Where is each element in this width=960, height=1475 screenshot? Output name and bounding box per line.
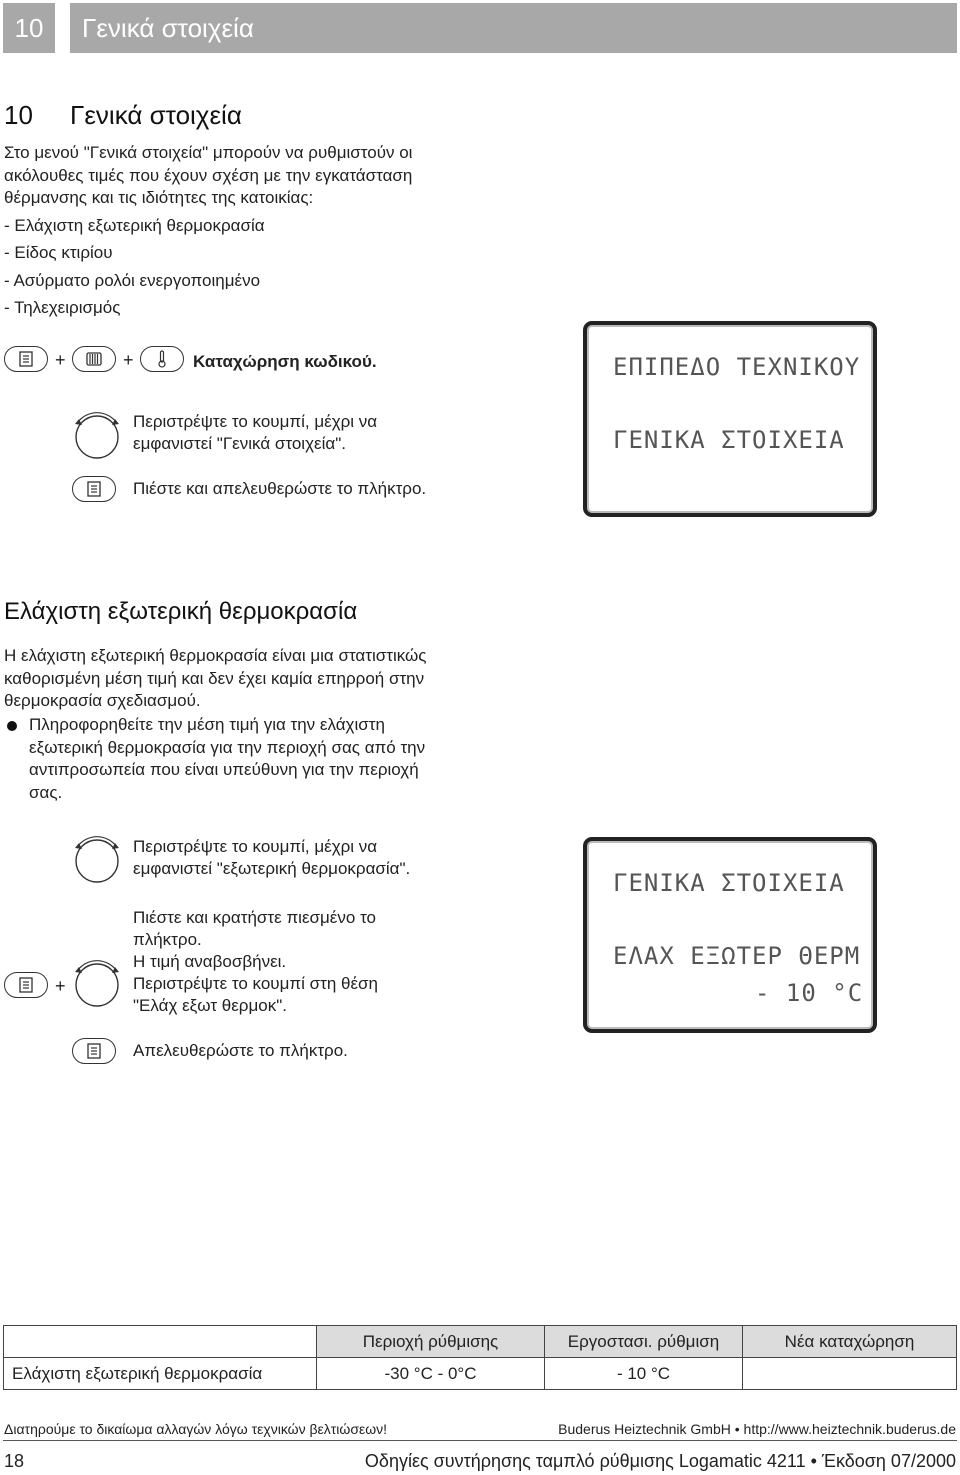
lcd-display [583, 321, 877, 517]
instruction-line: Πιέστε και κρατήστε πιεσμένο το [133, 908, 376, 927]
lcd-display [583, 837, 877, 1033]
instruction-line: πλήκτρο. [133, 930, 202, 949]
instruction-line: Περιστρέψτε το κουμπί, μέχρι να [133, 412, 378, 431]
rotary-knob-icon[interactable] [72, 410, 122, 460]
menu-key-icon [19, 977, 33, 993]
table-cell: Ελάχιστη εξωτερική θερμοκρασία [4, 1358, 317, 1390]
bullet-text [29, 714, 425, 804]
intro-list-item: - Τηλεχειρισμός [4, 298, 121, 317]
hold-and-turn-instruction [133, 907, 378, 1017]
page-number: 18 [4, 1451, 25, 1471]
paragraph-line: Η ελάχιστη εξωτερική θερμοκρασία είναι μια στατιστικώς [4, 646, 427, 665]
section-title: Γενικά στοιχεία [70, 100, 242, 130]
turn-knob-instruction [133, 411, 377, 455]
table-header-row [4, 1326, 957, 1358]
lcd-value: - 10 °C [755, 979, 864, 1007]
menu-key[interactable] [4, 972, 48, 998]
lcd-line: ΓΕΝΙΚΑ ΣΤΟΙΧΕΙΑ [613, 869, 845, 897]
code-entry-label: Καταχώρηση κωδικού. [193, 352, 377, 371]
radiator-icon [86, 351, 102, 367]
temperature-key[interactable] [140, 346, 184, 372]
intro-line: ακόλουθες τιμές που έχουν σχέση με την εγκατάσταση [4, 165, 413, 185]
table-cell: -30 °C - 0°C [317, 1358, 545, 1390]
chapter-title-bar: Γενικά στοιχεία [70, 3, 957, 53]
section-heading [4, 100, 242, 131]
lcd-line: ΓΕΝΙΚΑ ΣΤΟΙΧΕΙΑ [613, 426, 845, 454]
plus-sign: + [55, 350, 66, 370]
table-header-cell: Νέα καταχώρηση [743, 1326, 957, 1358]
section-number: 10 [4, 100, 33, 130]
document-title: Οδηγίες συντήρησης ταμπλό ρύθμισης Logamatic 4211 • Έκδοση 07/2000 [364, 1451, 956, 1471]
turn-knob-instruction [133, 836, 410, 880]
subsection-paragraph [4, 645, 427, 713]
table-header-cell [4, 1326, 317, 1358]
plus-sign: + [123, 350, 134, 370]
menu-key[interactable] [72, 1038, 116, 1064]
paragraph-line: καθορισμένη μέση τιμή και δεν έχει καμία επηρροή στην [4, 668, 425, 688]
heating-circuit-key[interactable] [72, 346, 116, 372]
footer-company: Buderus Heiztechnik GmbH • http://www.heiztechnik.buderus.de [558, 1421, 956, 1437]
instruction-line: Η τιμή αναβοσβήνει. [133, 952, 287, 971]
intro-line: Στο μενού "Γενικά στοιχεία" μπορούν να ρυθμιστούν οι [4, 143, 413, 162]
bullet-icon [7, 721, 17, 731]
bullet-line: Πληροφορηθείτε την μέση τιμή για την ελάχιστη [29, 715, 385, 734]
release-instruction: Απελευθερώστε το πλήκτρο. [133, 1041, 348, 1060]
menu-key-icon [87, 481, 101, 497]
chapter-number-box: 10 [3, 3, 55, 53]
intro-list-item: - Ελάχιστη εξωτερική θερμοκρασία [4, 215, 265, 235]
intro-list-item: - Είδος κτιρίου [4, 243, 113, 262]
instruction-line: Περιστρέψτε το κουμπί, μέχρι να [133, 837, 378, 856]
paragraph-line: θερμοκρασία σχεδιασμού. [4, 691, 201, 710]
table-header-cell: Περιοχή ρύθμισης [317, 1326, 545, 1358]
intro-text [4, 142, 412, 320]
intro-line: θέρμανσης και τις ιδιότητες της κατοικίας: [4, 188, 314, 207]
subsection-title: Ελάχιστη εξωτερική θερμοκρασία [4, 598, 358, 625]
table-header-cell: Εργοστασι. ρύθμιση [545, 1326, 743, 1358]
menu-key[interactable] [72, 476, 116, 502]
table-cell: - 10 °C [545, 1358, 743, 1390]
instruction-line: "Ελάχ εξωτ θερμοκ". [133, 996, 287, 1015]
lcd-line: ΕΛΑΧ ΕΞΩΤΕΡ ΘΕΡΜ [613, 942, 861, 970]
bullet-line: αντιπροσωπεία που είναι υπεύθυνη για την περιοχή [29, 760, 419, 779]
bullet-line: σας. [29, 782, 63, 802]
press-release-instruction: Πιέστε και απελευθερώστε το πλήκτρο. [133, 479, 427, 498]
plus-sign: + [55, 976, 66, 996]
table-cell-new-entry[interactable] [743, 1358, 957, 1390]
lcd-line: ΕΠΙΠΕΔΟ ΤΕΧΝΙΚΟΥ [613, 353, 861, 381]
instruction-line: Περιστρέψτε το κουμπί στη θέση [133, 974, 378, 993]
instruction-line: εμφανιστεί "Γενικά στοιχεία". [133, 434, 346, 453]
rotary-knob-icon[interactable] [72, 958, 122, 1008]
thermometer-icon [156, 350, 168, 368]
rotary-knob-icon[interactable] [72, 834, 122, 884]
footer-divider [3, 1440, 957, 1441]
menu-key-icon [19, 351, 33, 367]
menu-key-icon [87, 1043, 101, 1059]
footer-notice: Διατηρούμε το δικαίωμα αλλαγών λόγω τεχνικών βελτιώσεων! [4, 1421, 388, 1437]
menu-key[interactable] [4, 346, 48, 372]
intro-list-item: - Ασύρματο ρολόι ενεργοποιημένο [4, 270, 261, 290]
instruction-line: εμφανιστεί "εξωτερική θερμοκρασία". [133, 859, 411, 878]
bullet-line: εξωτερική θερμοκρασία για την περιοχή σας από την [29, 737, 426, 757]
table-row [4, 1358, 957, 1390]
settings-table [3, 1325, 957, 1390]
